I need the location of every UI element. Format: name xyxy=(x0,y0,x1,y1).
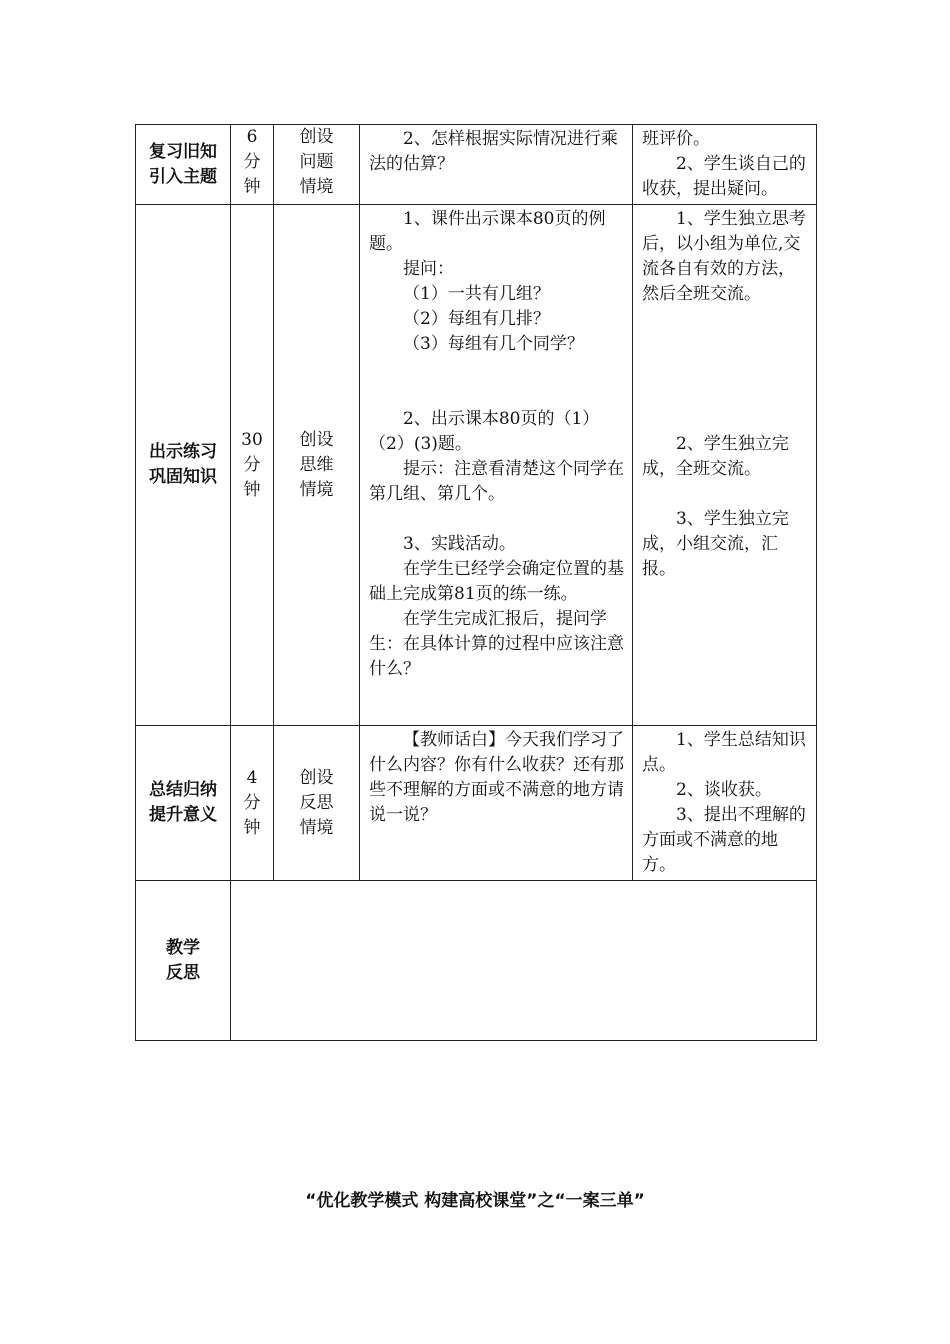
reflection-label: 反思 xyxy=(166,962,200,983)
teacher-text: （1）一共有几组？ xyxy=(403,284,550,304)
mode-cell xyxy=(274,125,360,205)
time-unit: 钟 xyxy=(243,817,261,838)
time-unit: 分 xyxy=(243,454,261,475)
teacher-text: 【教师话白】今天我们学习了什么内容？你有什么收获？还有那些不理解的方面或不满意的地方请说一说？ xyxy=(369,730,624,825)
stage-label: 引入主题 xyxy=(149,166,217,187)
student-text: 班评价。 xyxy=(642,129,710,149)
stage-cell xyxy=(136,125,231,205)
page-footer: “优化教学模式 构建高校课堂”之“一案三单” xyxy=(305,1191,645,1211)
teacher-text: 2、怎样根据实际情况进行乘法的估算？ xyxy=(369,129,618,174)
teacher-text: 1、课件出示课本80页的例题。 xyxy=(369,209,606,254)
mode-cell xyxy=(274,205,360,726)
student-text: 3、提出不理解的方面或不满意的地方。 xyxy=(642,805,806,875)
mode-cell xyxy=(274,726,360,881)
teacher-text: （3）每组有几个同学？ xyxy=(403,334,584,354)
mode-text: 创设 xyxy=(299,767,334,788)
time-value: 6 xyxy=(246,127,258,147)
reflection-content-cell xyxy=(231,881,817,1041)
table-row xyxy=(136,881,817,1041)
teacher-text: 提问： xyxy=(403,259,454,279)
student-activity-cell xyxy=(633,726,817,881)
stage-cell xyxy=(136,205,231,726)
mode-text: 情境 xyxy=(299,177,334,197)
student-text: 2、学生独立完成，全班交流。 xyxy=(642,434,789,479)
teacher-activity-cell xyxy=(360,125,633,205)
student-text: 3、学生独立完成，小组交流，汇报。 xyxy=(642,509,789,579)
stage-label: 出示练习 xyxy=(149,442,217,462)
student-text: 2、谈收获。 xyxy=(676,780,772,800)
reflection-label-cell xyxy=(136,881,231,1041)
mode-text: 创设 xyxy=(299,429,334,450)
teacher-text: 提示：注意看清楚这个同学在第几组、第几个。 xyxy=(369,459,624,504)
table-row xyxy=(136,125,817,205)
teacher-text: 在学生已经学会确定位置的基础上完成第81页的练一练。 xyxy=(369,559,624,604)
teacher-text: 3、实践活动。 xyxy=(403,534,516,554)
stage-label: 提升意义 xyxy=(149,805,217,825)
mode-text: 情境 xyxy=(299,479,334,500)
time-value: 4 xyxy=(246,767,258,788)
mode-text: 思维 xyxy=(299,454,334,475)
time-unit: 钟 xyxy=(243,479,261,500)
time-unit: 分 xyxy=(243,152,261,172)
mode-text: 创设 xyxy=(299,127,334,147)
teacher-activity-cell xyxy=(360,726,633,881)
mode-text: 反思 xyxy=(299,792,334,813)
student-activity-cell xyxy=(633,125,817,205)
lesson-plan-table xyxy=(135,124,817,1041)
time-unit: 分 xyxy=(243,792,261,813)
time-cell xyxy=(231,125,274,205)
time-cell xyxy=(231,726,274,881)
table-row xyxy=(136,726,817,881)
teacher-text: （2）每组有几排？ xyxy=(403,309,550,329)
stage-cell xyxy=(136,726,231,881)
student-activity-cell xyxy=(633,205,817,726)
time-value: 30 xyxy=(241,429,263,450)
student-text: 1、学生独立思考后，以小组为单位,交流各自有效的方法，然后全班交流。 xyxy=(642,209,806,304)
time-cell xyxy=(231,205,274,726)
stage-label: 巩固知识 xyxy=(149,467,217,487)
stage-label: 复习旧知 xyxy=(149,141,217,162)
reflection-label: 教学 xyxy=(166,937,200,958)
mode-text: 问题 xyxy=(299,152,334,172)
teacher-activity-cell xyxy=(360,205,633,726)
table-row xyxy=(136,205,817,726)
stage-label: 总结归纳 xyxy=(149,780,217,800)
student-text: 1、学生总结知识点。 xyxy=(642,730,806,775)
mode-text: 情境 xyxy=(299,817,334,838)
student-text: 2、学生谈自己的收获，提出疑问。 xyxy=(642,154,806,199)
time-unit: 钟 xyxy=(243,177,261,197)
teacher-text: 2、出示课本80页的（1）（2）(3)题。 xyxy=(369,409,600,454)
teacher-text: 在学生完成汇报后，提问学生：在具体计算的过程中应该注意什么？ xyxy=(369,609,624,679)
